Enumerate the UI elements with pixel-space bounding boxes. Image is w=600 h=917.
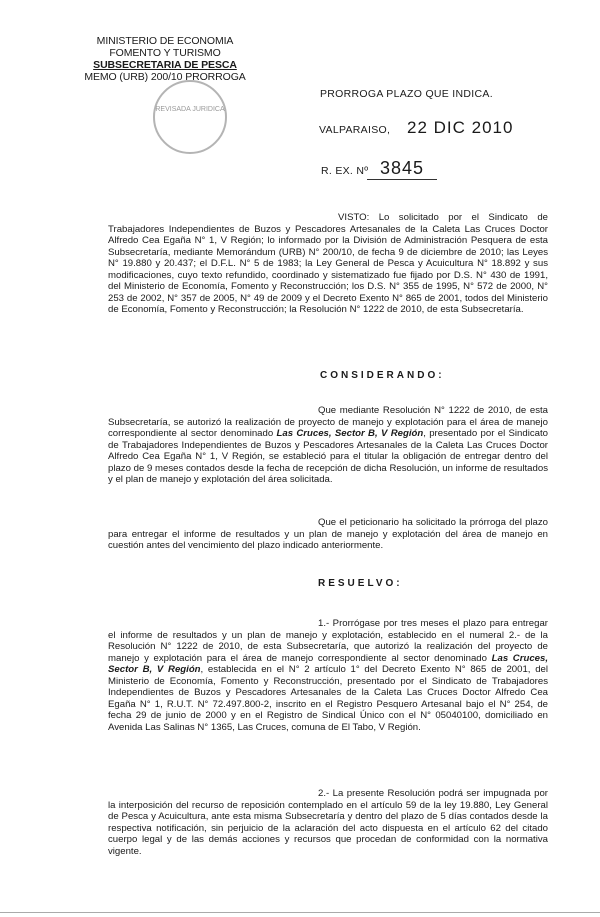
visto-paragraph: [108, 212, 548, 316]
considerando-p2-text: Que el peticionario ha solicitado la prórroga del plazo para entregar el informe de resultados y un plan de manejo y explotación del área de manejo en cuestión antes del vencimiento del plazo indicado anteriormente.: [108, 517, 548, 551]
memo-reference: MEMO (URB) 200/10 PRORROGA: [84, 71, 246, 83]
considerando-p1-start: Que mediante Resolución N° 1222 de 2010, de esta Subsecretaría, se autorizó la realización de proyecto de manejo y explotación para el área de manejo correspondiente al sector denominado: [108, 405, 548, 439]
considerando-p1-end: , presentado por el Sindicato de Trabajadores Independientes de Buzos y Pescadores Artesanales de la Caleta Las Cruces Doctor Alfredo Cea Egaña N° 1, V Región, se estableció para el titular la obligación de entregar dentro del plazo de 9 meses contados desde la fecha de recepción de dicha Resolución, un informe de resultados y el plan de manejo y explotación del área solicitada.: [108, 428, 548, 485]
visto-text: VISTO: Lo solicitado por el Sindicato de Trabajadores Independientes de Buzos y Pescadores Artesanales de la Caleta Las Cruces Doctor Alfredo Cea Egaña N° 1, V Región; lo informado por la División de Administración Pesquera de esta Subsecretaría, mediante Memorándum (URB) N° 200/10, de fecha 9 de diciembre de 2010; las Leyes N° 19.880 y 20.437; el D.F.L. N° 5 de 1983; la Ley General de Pesca y Acuicultura N° 18.892 y sus modificaciones, cuyo texto refundido, coordinado y sistematizado fue fijado por D.S. N° 430 de 1991, del Ministerio de Economía, Fomento y Reconstrucción; los D.S. N° 355 de 1995, N° 572 de 2000, N° 253 de 2002, N° 357 de 2005, N° 49 de 2009 y el Decreto Exento N° 865 de 2001, todos del Ministerio de Economía, Fomento y Reconstrucción; la Resolución N° 1222 de 2010, de esta Subsecretaría.: [108, 212, 548, 315]
stamp-text: REVISADA JURIDICA: [155, 106, 225, 113]
considerando-heading: CONSIDERANDO:: [320, 370, 445, 381]
page-bottom-edge: [0, 912, 600, 913]
letterhead: [80, 35, 250, 83]
ministry-name: MINISTERIO DE ECONOMIA: [96, 35, 234, 47]
ministry-subtitle: FOMENTO Y TURISMO: [109, 47, 221, 59]
resolution-number: 3845: [367, 158, 437, 180]
considerando-paragraph-1: [108, 405, 548, 486]
resuelvo-p2-text: 2.- La presente Resolución podrá ser impugnada por la interposición del recurso de reposición contemplado en el artículo 59 de la ley 19.880, Ley General de Pesca y Acuicultura, ante esta misma Subsecretaría y dentro del plazo de 5 días contados desde la respectiva notificación, sin perjuicio de la aclaración del acto dispuesta en el artículo 62 del citado cuerpo legal y de las demás acciones y recursos que procedan de conformidad con la normativa vigente.: [108, 788, 548, 857]
resuelvo-p1-end: , establecida en el N° 2 artículo 1° del Decreto Exento N° 865 de 2001, del Ministerio de Economía, Fomento y Reconstrucción, presentado por el Sindicato de Trabajadores Independientes de Buzos y Pescadores Artesanales de la Caleta Las Cruces Doctor Alfredo Cea Egaña N° 1, R.U.T. N° 72.497.800-2, inscrito en el Registro Pesquero Artesanal bajo el N° 254, de fecha 29 de junio de 2000 y en el Registro de Sindical Único con el N° 05040100, domiciliado en Avenida Las Salinas N° 1365, Las Cruces, comuna de El Tabo, V Región.: [108, 664, 549, 733]
resuelvo-paragraph-1: [108, 618, 548, 733]
place-label: VALPARAISO,: [319, 124, 391, 136]
resuelvo-p1-sector: Las Cruces, Sector B, V Región: [108, 652, 548, 675]
document-date: 22 DIC 2010: [407, 118, 514, 137]
resuelvo-paragraph-2: [108, 788, 548, 857]
legal-review-stamp: [153, 80, 227, 154]
document-subject: PRORROGA PLAZO QUE INDICA.: [320, 88, 493, 100]
resolution-label: R. EX. Nº: [321, 165, 369, 177]
resuelvo-heading: RESUELVO:: [318, 578, 403, 589]
resuelvo-p1-start: 1.- Prorrógase por tres meses el plazo para entregar el informe de resultados y un plan de manejo y explotación, establecido en el numeral 2.- de la Resolución N° 1222 de 2010, de esta Subsecretaría, que autorizó la realización del proyecto de manejo y explotación para el área de manejo correspondiente al sector denominado: [108, 618, 548, 664]
considerando-p1-sector: Las Cruces, Sector B, V Región: [276, 428, 424, 439]
considerando-paragraph-2: [108, 517, 548, 552]
subsecretaria-name: SUBSECRETARIA DE PESCA: [93, 59, 237, 71]
